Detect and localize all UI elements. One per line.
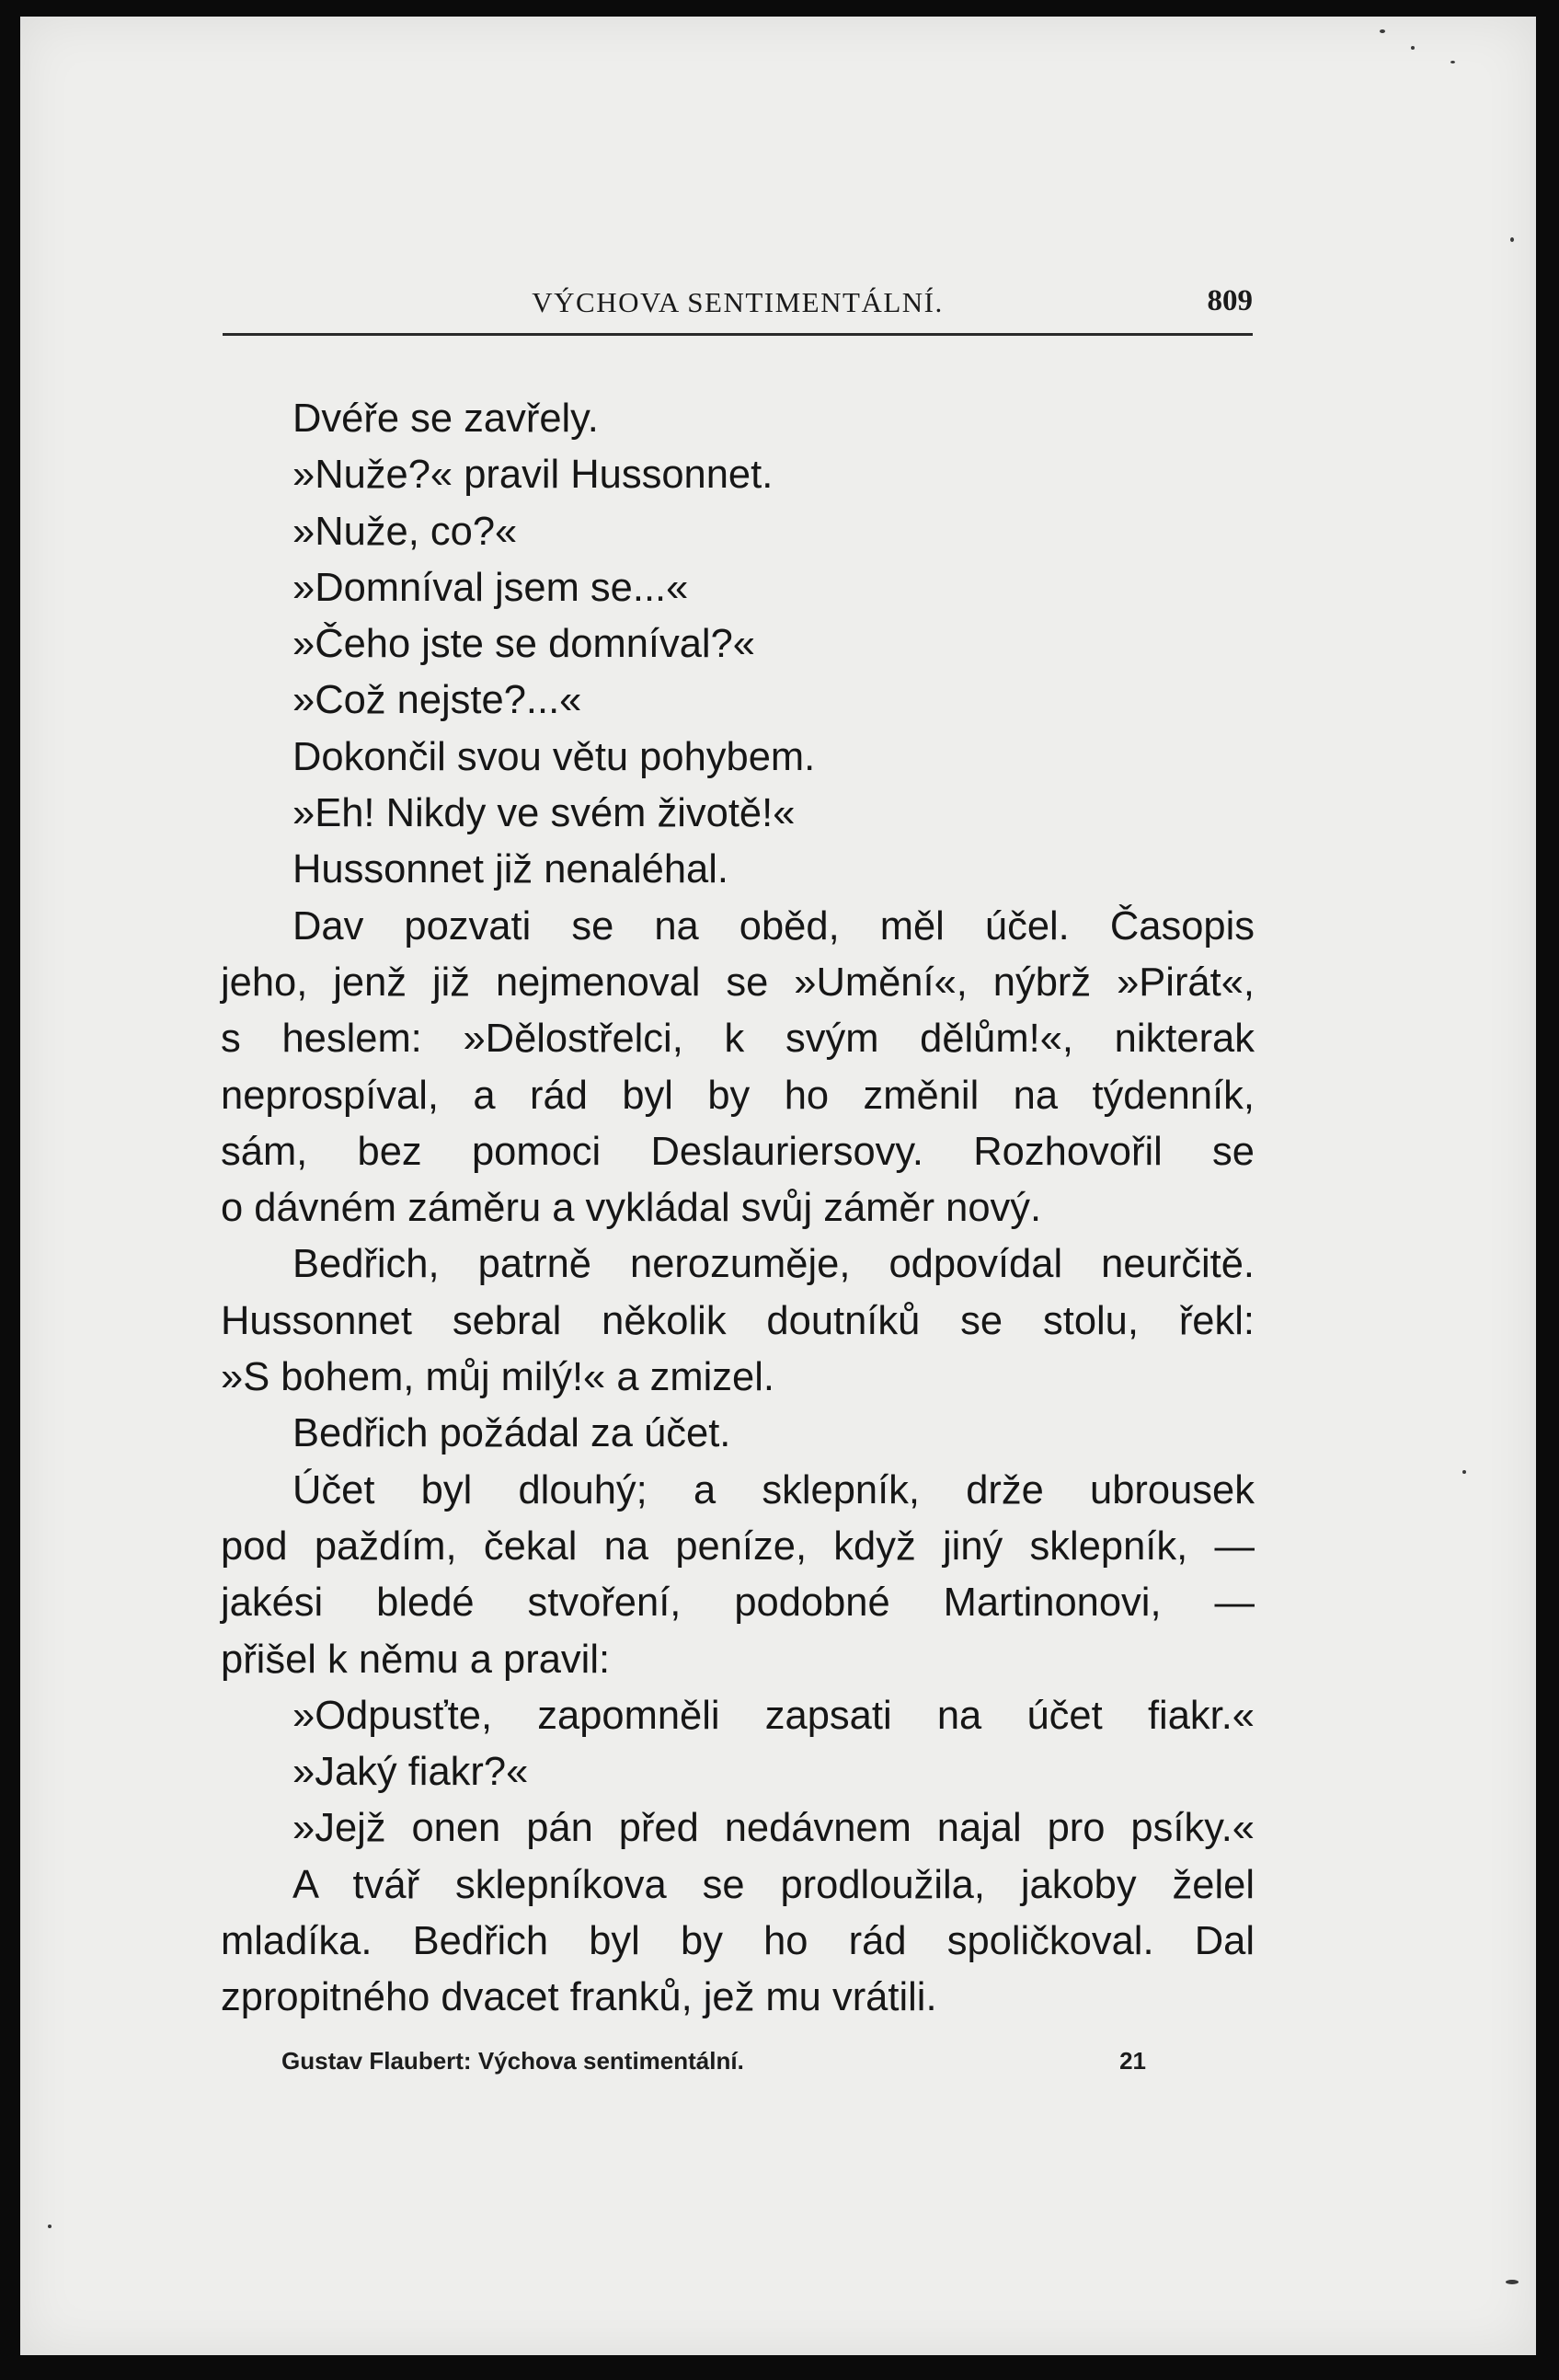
text-line: »Čeho jste se domníval?« xyxy=(292,622,755,667)
text-line: »Odpusťte, zapomněli zapsati na účet fiakr.« xyxy=(292,1693,1255,1738)
text-line: »Jejž onen pán před nedávnem najal pro psíky.« xyxy=(292,1806,1255,1851)
text-line: zpropitného dvacet franků, jež mu vrátili. xyxy=(221,1975,937,2020)
text-line: Hussonnet sebral několik doutníků se stolu, řekl: xyxy=(221,1298,1255,1343)
text-line: »S bohem, můj milý!« a zmizel. xyxy=(221,1355,774,1400)
text-line: »Jaký fiakr?« xyxy=(292,1750,529,1795)
dust-speck xyxy=(48,2225,52,2228)
text-line: s heslem: »Dělostřelci, k svým dělům!«, nikterak xyxy=(221,1017,1255,1062)
text-line: neprospíval, a rád byl by ho změnil na týdenník, xyxy=(221,1073,1255,1118)
dust-speck xyxy=(1380,29,1385,33)
text-line: Dokončil svou větu pohybem. xyxy=(292,734,816,779)
text-line: A tvář sklepníkova se prodloužila, jakoby želel xyxy=(292,1862,1255,1907)
dust-speck xyxy=(1450,61,1455,63)
dust-speck xyxy=(1506,2280,1519,2284)
footer-author-title: Gustav Flaubert: Výchova sentimentální. xyxy=(281,2047,744,2075)
footer-line xyxy=(281,2047,1146,2075)
text-line: sám, bez pomoci Deslauriersovy. Rozhovořil se xyxy=(221,1129,1255,1174)
header-rule xyxy=(223,333,1253,336)
text-line: Dav pozvati se na oběd, měl účel. Časopis xyxy=(292,903,1255,949)
text-line: »Nuže?« pravil Hussonnet. xyxy=(292,453,774,498)
page-number: 809 xyxy=(1207,284,1253,317)
signature-mark: 21 xyxy=(1119,2047,1146,2075)
text-line: Bedřich, patrně nerozuměje, odpovídal neurčitě. xyxy=(292,1242,1255,1287)
text-line: Bedřich požádal za účet. xyxy=(292,1411,731,1456)
text-line: »Nuže, co?« xyxy=(292,509,518,554)
dust-speck xyxy=(1510,237,1514,242)
dust-speck xyxy=(1462,1470,1466,1474)
text-line: Dvéře se zavřely. xyxy=(292,397,599,441)
text-line: »Eh! Nikdy ve svém životě!« xyxy=(292,791,796,836)
text-line: »Domníval jsem se...« xyxy=(292,565,689,610)
text-line: »Což nejste?...« xyxy=(292,678,582,723)
text-line: Účet byl dlouhý; a sklepník, drže ubrousek xyxy=(292,1467,1255,1512)
text-line: jakési bledé stvoření, podobné Martinonovi, — xyxy=(221,1581,1255,1626)
running-header xyxy=(223,281,1253,325)
text-line: jeho, jenž již nejmenoval se »Umění«, nýbrž »Pirát«, xyxy=(221,960,1255,1005)
text-line: pod paždím, čekal na peníze, když jiný sklepník, — xyxy=(221,1523,1255,1569)
dust-speck xyxy=(1411,46,1415,50)
text-line: přišel k němu a pravil: xyxy=(221,1637,611,1682)
text-line: o dávném záměru a vykládal svůj záměr nový. xyxy=(221,1186,1042,1231)
text-line: Hussonnet již nenaléhal. xyxy=(292,847,728,892)
running-title: VÝCHOVA SENTIMENTÁLNÍ. xyxy=(532,286,944,318)
body-text xyxy=(221,391,1255,2027)
text-line: mladíka. Bedřich byl by ho rád spoličkoval. Dal xyxy=(221,1919,1255,1964)
